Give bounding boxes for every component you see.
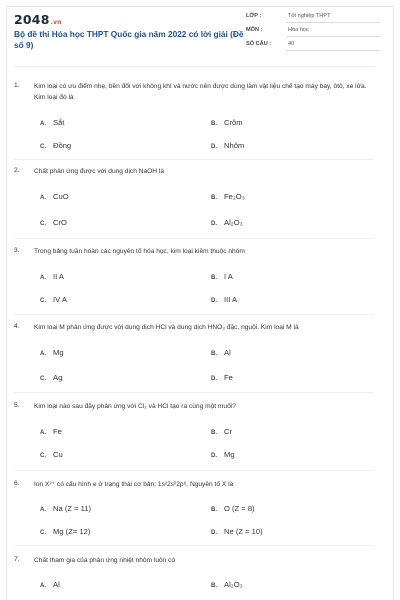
option-value: Na (Z = 11) [53,504,92,513]
option-c[interactable] [40,141,71,150]
option-value: Al [224,348,231,357]
option-key: D. [211,221,217,227]
question-number: 6. [14,480,20,487]
option-key: A. [40,351,46,357]
option-a[interactable] [40,427,62,436]
option-value: Mg [224,450,235,459]
meta-value-subject: Hóa học [286,27,380,37]
option-d[interactable] [211,450,235,459]
question-number: 7. [14,556,20,563]
option-key: A. [40,430,46,436]
question-text: Chất tham gia của phản ứng nhiệt nhôm luôn có [34,557,176,564]
header-divider [14,66,374,67]
question-number: 3. [14,247,20,254]
option-a[interactable] [40,192,69,201]
option-value: Fe₂O₃ [224,192,245,201]
meta-row-count [246,38,380,51]
option-b[interactable] [211,118,243,127]
option-value: Al [53,580,60,589]
option-d[interactable] [211,373,233,382]
option-d[interactable] [211,218,243,227]
option-key: B. [211,430,217,436]
question-1 [14,82,376,150]
option-key: C. [40,298,46,304]
question-divider [14,314,374,315]
option-c[interactable] [40,218,67,227]
option-value: O (Z = 8) [224,504,255,513]
option-value: Mg [53,348,64,357]
question-divider [14,238,374,239]
site-logo[interactable] [14,12,62,27]
meta-label-count: SỐ CÂU : [246,41,272,47]
option-key: A. [40,583,46,589]
meta-value-class: Tốt nghiệp THPT [286,13,380,23]
option-value: Mg (Z= 12) [53,527,91,536]
option-key: A. [40,195,46,201]
option-a[interactable] [40,504,91,513]
option-c[interactable] [40,295,67,304]
option-key: A. [40,507,46,513]
option-a[interactable] [40,348,64,357]
question-number: 2. [14,167,20,174]
option-value: Cr [224,427,233,436]
option-value: Al₂O₃ [224,218,243,227]
option-key: B. [211,507,217,513]
question-text: Ion X²⁺ có cấu hình e ở trạng thái cơ bản: 1s²2s²2p⁶. Nguyên tố X là [34,481,234,488]
option-d[interactable] [211,527,263,536]
option-key: C. [40,453,46,459]
option-key: B. [211,583,217,589]
question-text: Kim loại nào sau đây phản ứng với Cl₂ và HCl tạo ra cùng một muối? [34,403,236,410]
option-value: Crôm [224,118,243,127]
meta-label-class: LỚP : [246,13,262,19]
option-c[interactable] [40,527,90,536]
option-key: D. [211,144,217,150]
option-key: C. [40,376,46,382]
question-divider [14,392,374,393]
option-a[interactable] [40,272,64,281]
option-value: Al₂O₃ [224,580,243,589]
option-key: B. [211,121,217,127]
option-key: A. [40,275,46,281]
option-key: B. [211,195,217,201]
option-key: D. [211,530,217,536]
option-value: Sắt [53,118,65,127]
exam-meta [246,10,380,52]
option-key: B. [211,275,217,281]
option-b[interactable] [211,427,232,436]
option-key: D. [211,453,217,459]
logo-text: 2048 [14,12,50,27]
question-number: 5. [14,402,20,409]
option-b[interactable] [211,348,231,357]
option-c[interactable] [40,450,63,459]
option-value: II A [53,272,64,281]
question-divider [14,545,374,546]
meta-label-subject: MÔN : [246,27,263,33]
option-b[interactable] [211,580,243,589]
option-key: C. [40,221,46,227]
option-value: Cu [53,450,63,459]
question-text: Trong bảng tuần hoàn các nguyên tố hóa học, kim loại kiềm thuộc nhóm [34,248,245,255]
option-b[interactable] [211,504,255,513]
exam-header [14,10,379,62]
option-a[interactable] [40,580,60,589]
question-divider [14,159,374,160]
option-value: Ag [53,373,63,382]
question-text: Kim loại có ưu điểm nhẹ, bền đối với không khí và nước nên được dùng làm vật liệu chế tạo máy bay, ôtô, xe lửa. Kim loại đó là [34,83,367,101]
option-b[interactable] [211,272,233,281]
question-number: 1. [14,82,20,89]
option-value: I A [224,272,233,281]
question-text: Kim loại M phản ứng được với dung dịch HCl và dung dịch HNO₃ đặc, nguội. Kim loại M là [34,324,299,331]
meta-row-class [246,10,380,23]
option-key: C. [40,144,46,150]
option-value: CuO [53,192,69,201]
option-value: IV A [53,295,67,304]
option-key: C. [40,530,46,536]
option-value: CrO [53,218,67,227]
question-text: Chất phản ứng được với dung dịch NaOH là [34,168,165,175]
option-c[interactable] [40,373,62,382]
exam-title: Bộ đề thi Hóa học THPT Quốc gia năm 2022 có lời giải (Đề số 9) [14,29,244,50]
meta-value-count: 40 [286,41,380,51]
meta-row-subject [246,24,380,37]
option-value: Fe [53,427,62,436]
option-d[interactable] [211,141,244,150]
option-value: Nhôm [224,141,245,150]
question-divider [14,470,374,471]
option-key: A. [40,121,46,127]
logo-suffix: .vn [50,19,62,26]
option-value: III A [224,295,238,304]
option-value: Đồng [53,141,72,150]
option-key: B. [211,351,217,357]
option-key: D. [211,376,217,382]
option-value: Ne (Z = 10) [224,527,263,536]
option-d[interactable] [211,295,237,304]
option-key: D. [211,298,217,304]
option-a[interactable] [40,118,64,127]
option-value: Fe [224,373,233,382]
option-b[interactable] [211,192,245,201]
question-number: 4. [14,323,20,330]
